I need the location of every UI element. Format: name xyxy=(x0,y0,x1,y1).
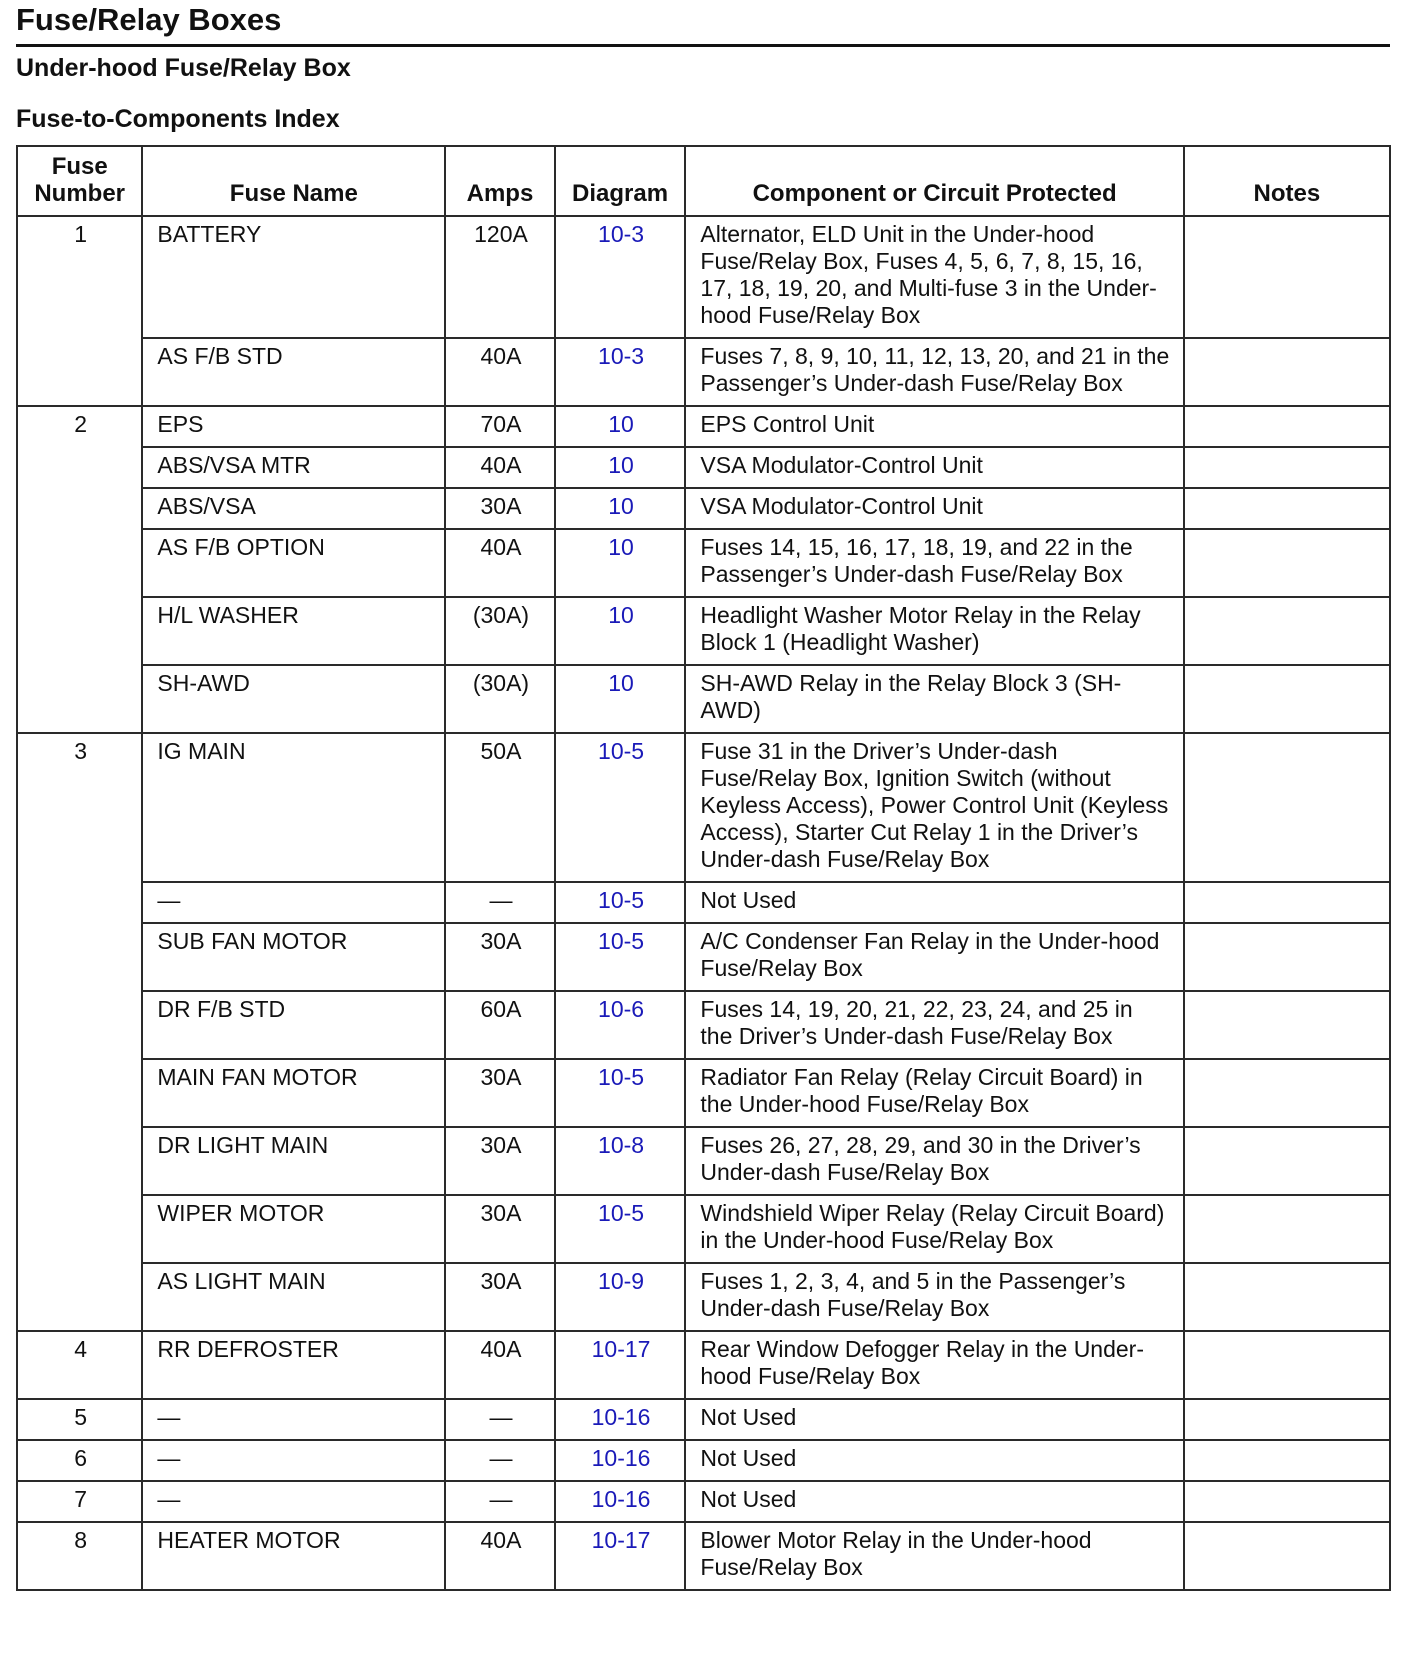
component-cell: SH-AWD Relay in the Relay Block 3 (SH-AWD) xyxy=(685,665,1183,733)
fuse-name-cell: ABS/VSA xyxy=(142,488,445,529)
amps-cell: — xyxy=(445,1481,554,1522)
diagram-cell: 10-5 xyxy=(555,1059,686,1127)
diagram-cell: 10 xyxy=(555,665,686,733)
component-cell: Radiator Fan Relay (Relay Circuit Board) in the Under-hood Fuse/Relay Box xyxy=(685,1059,1183,1127)
notes-cell xyxy=(1184,1059,1390,1127)
fuse-name-cell: H/L WASHER xyxy=(142,597,445,665)
diagram-cell: 10-16 xyxy=(555,1399,686,1440)
component-cell: Fuses 1, 2, 3, 4, and 5 in the Passenger’s Under-dash Fuse/Relay Box xyxy=(685,1263,1183,1331)
component-cell: Fuses 26, 27, 28, 29, and 30 in the Driver’s Under-dash Fuse/Relay Box xyxy=(685,1127,1183,1195)
diagram-cell: 10-5 xyxy=(555,923,686,991)
amps-cell: 40A xyxy=(445,529,554,597)
component-cell: Not Used xyxy=(685,1399,1183,1440)
notes-cell xyxy=(1184,1331,1390,1399)
fuse-number-cell: 8 xyxy=(17,1522,142,1590)
diagram-cell: 10 xyxy=(555,597,686,665)
amps-cell: 30A xyxy=(445,923,554,991)
fuse-name-cell: SUB FAN MOTOR xyxy=(142,923,445,991)
amps-cell: 30A xyxy=(445,488,554,529)
amps-cell: 40A xyxy=(445,447,554,488)
component-cell: Alternator, ELD Unit in the Under-hood Fuse/Relay Box, Fuses 4, 5, 6, 7, 8, 15, 16, 17, 18, 19, 20, and Multi-fuse 3 in the Under-hood Fuse/Relay Box xyxy=(685,216,1183,338)
fuse-name-cell: SH-AWD xyxy=(142,665,445,733)
table-row xyxy=(17,597,1390,665)
amps-cell: 60A xyxy=(445,991,554,1059)
diagram-cell: 10-16 xyxy=(555,1481,686,1522)
amps-cell: — xyxy=(445,882,554,923)
notes-cell xyxy=(1184,923,1390,991)
fuse-number-cell: 5 xyxy=(17,1399,142,1440)
component-cell: Not Used xyxy=(685,1481,1183,1522)
notes-cell xyxy=(1184,406,1390,447)
amps-cell: 30A xyxy=(445,1127,554,1195)
diagram-cell: 10-17 xyxy=(555,1331,686,1399)
table-row xyxy=(17,338,1390,406)
amps-cell: 120A xyxy=(445,216,554,338)
component-cell: EPS Control Unit xyxy=(685,406,1183,447)
fuse-name-cell: — xyxy=(142,1399,445,1440)
section-title: Under-hood Fuse/Relay Box xyxy=(16,54,351,82)
component-cell: Fuses 14, 19, 20, 21, 22, 23, 24, and 25 in the Driver’s Under-dash Fuse/Relay Box xyxy=(685,991,1183,1059)
amps-cell: 50A xyxy=(445,733,554,882)
notes-cell xyxy=(1184,882,1390,923)
diagram-cell: 10 xyxy=(555,447,686,488)
diagram-cell: 10-3 xyxy=(555,338,686,406)
table-row xyxy=(17,1399,1390,1440)
table-row xyxy=(17,1331,1390,1399)
component-cell: Fuse 31 in the Driver’s Under-dash Fuse/Relay Box, Ignition Switch (without Keyless Access), Power Control Unit (Keyless Access), Starter Cut Relay 1 in the Driver’s Under-dash Fuse/Relay Box xyxy=(685,733,1183,882)
component-cell: Not Used xyxy=(685,1440,1183,1481)
table-row xyxy=(17,1481,1390,1522)
table-row xyxy=(17,1522,1390,1590)
header-diagram: Diagram xyxy=(555,146,686,216)
header-fuse-number: Fuse Number xyxy=(17,146,142,216)
amps-cell: 40A xyxy=(445,1331,554,1399)
diagram-cell: 10-3 xyxy=(555,216,686,338)
fuse-name-cell: HEATER MOTOR xyxy=(142,1522,445,1590)
table-row xyxy=(17,216,1390,338)
index-title: Fuse-to-Components Index xyxy=(16,105,340,133)
notes-cell xyxy=(1184,1440,1390,1481)
diagram-cell: 10-16 xyxy=(555,1440,686,1481)
notes-cell xyxy=(1184,1481,1390,1522)
diagram-cell: 10-5 xyxy=(555,733,686,882)
amps-cell: 40A xyxy=(445,338,554,406)
header-notes: Notes xyxy=(1184,146,1390,216)
fuse-number-cell: 3 xyxy=(17,733,142,1331)
diagram-cell: 10-5 xyxy=(555,882,686,923)
diagram-cell: 10 xyxy=(555,488,686,529)
notes-cell xyxy=(1184,447,1390,488)
amps-cell: 30A xyxy=(445,1059,554,1127)
table-row xyxy=(17,1263,1390,1331)
component-cell: Blower Motor Relay in the Under-hood Fuse/Relay Box xyxy=(685,1522,1183,1590)
fuse-name-cell: EPS xyxy=(142,406,445,447)
table-row xyxy=(17,991,1390,1059)
diagram-cell: 10-8 xyxy=(555,1127,686,1195)
component-cell: VSA Modulator-Control Unit xyxy=(685,488,1183,529)
amps-cell: 30A xyxy=(445,1263,554,1331)
table-row xyxy=(17,733,1390,882)
notes-cell xyxy=(1184,338,1390,406)
component-cell: VSA Modulator-Control Unit xyxy=(685,447,1183,488)
notes-cell xyxy=(1184,597,1390,665)
diagram-cell: 10-5 xyxy=(555,1195,686,1263)
fuse-name-cell: AS LIGHT MAIN xyxy=(142,1263,445,1331)
component-cell: Rear Window Defogger Relay in the Under-hood Fuse/Relay Box xyxy=(685,1331,1183,1399)
notes-cell xyxy=(1184,1195,1390,1263)
amps-cell: — xyxy=(445,1440,554,1481)
fuse-name-cell: — xyxy=(142,1440,445,1481)
fuse-number-cell: 6 xyxy=(17,1440,142,1481)
fuse-number-cell: 1 xyxy=(17,216,142,406)
notes-cell xyxy=(1184,991,1390,1059)
fuse-name-cell: BATTERY xyxy=(142,216,445,338)
fuse-number-cell: 4 xyxy=(17,1331,142,1399)
header-amps: Amps xyxy=(445,146,554,216)
amps-cell: 30A xyxy=(445,1195,554,1263)
fuse-name-cell: AS F/B OPTION xyxy=(142,529,445,597)
fuse-index-table xyxy=(16,145,1391,1591)
notes-cell xyxy=(1184,1127,1390,1195)
component-cell: A/C Condenser Fan Relay in the Under-hood Fuse/Relay Box xyxy=(685,923,1183,991)
header-component: Component or Circuit Protected xyxy=(685,146,1183,216)
notes-cell xyxy=(1184,1522,1390,1590)
fuse-name-cell: ABS/VSA MTR xyxy=(142,447,445,488)
fuse-name-cell: RR DEFROSTER xyxy=(142,1331,445,1399)
diagram-cell: 10-17 xyxy=(555,1522,686,1590)
fuse-name-cell: — xyxy=(142,1481,445,1522)
table-body xyxy=(17,216,1390,1590)
component-cell: Headlight Washer Motor Relay in the Relay Block 1 (Headlight Washer) xyxy=(685,597,1183,665)
component-cell: Fuses 7, 8, 9, 10, 11, 12, 13, 20, and 21 in the Passenger’s Under-dash Fuse/Relay Box xyxy=(685,338,1183,406)
table-row xyxy=(17,406,1390,447)
table-row xyxy=(17,447,1390,488)
amps-cell: 40A xyxy=(445,1522,554,1590)
notes-cell xyxy=(1184,733,1390,882)
amps-cell: 70A xyxy=(445,406,554,447)
notes-cell xyxy=(1184,1263,1390,1331)
fuse-name-cell: WIPER MOTOR xyxy=(142,1195,445,1263)
component-cell: Windshield Wiper Relay (Relay Circuit Board) in the Under-hood Fuse/Relay Box xyxy=(685,1195,1183,1263)
diagram-cell: 10-9 xyxy=(555,1263,686,1331)
diagram-cell: 10 xyxy=(555,406,686,447)
header-fuse-name: Fuse Name xyxy=(142,146,445,216)
amps-cell: — xyxy=(445,1399,554,1440)
fuse-name-cell: IG MAIN xyxy=(142,733,445,882)
table-row xyxy=(17,882,1390,923)
title-divider xyxy=(16,44,1390,47)
table-header-row xyxy=(17,146,1390,216)
table-row xyxy=(17,529,1390,597)
table-row xyxy=(17,1059,1390,1127)
notes-cell xyxy=(1184,488,1390,529)
page-title: Fuse/Relay Boxes xyxy=(16,2,282,37)
component-cell: Fuses 14, 15, 16, 17, 18, 19, and 22 in the Passenger’s Under-dash Fuse/Relay Box xyxy=(685,529,1183,597)
amps-cell: (30A) xyxy=(445,665,554,733)
notes-cell xyxy=(1184,216,1390,338)
fuse-name-cell: DR F/B STD xyxy=(142,991,445,1059)
table-row xyxy=(17,1195,1390,1263)
fuse-name-cell: MAIN FAN MOTOR xyxy=(142,1059,445,1127)
amps-cell: (30A) xyxy=(445,597,554,665)
fuse-number-cell: 7 xyxy=(17,1481,142,1522)
fuse-number-cell: 2 xyxy=(17,406,142,733)
fuse-name-cell: AS F/B STD xyxy=(142,338,445,406)
notes-cell xyxy=(1184,665,1390,733)
diagram-cell: 10-6 xyxy=(555,991,686,1059)
notes-cell xyxy=(1184,529,1390,597)
table-row xyxy=(17,488,1390,529)
table-row xyxy=(17,1127,1390,1195)
notes-cell xyxy=(1184,1399,1390,1440)
table-row xyxy=(17,923,1390,991)
table-row xyxy=(17,1440,1390,1481)
fuse-name-cell: DR LIGHT MAIN xyxy=(142,1127,445,1195)
table-row xyxy=(17,665,1390,733)
fuse-name-cell: — xyxy=(142,882,445,923)
diagram-cell: 10 xyxy=(555,529,686,597)
component-cell: Not Used xyxy=(685,882,1183,923)
